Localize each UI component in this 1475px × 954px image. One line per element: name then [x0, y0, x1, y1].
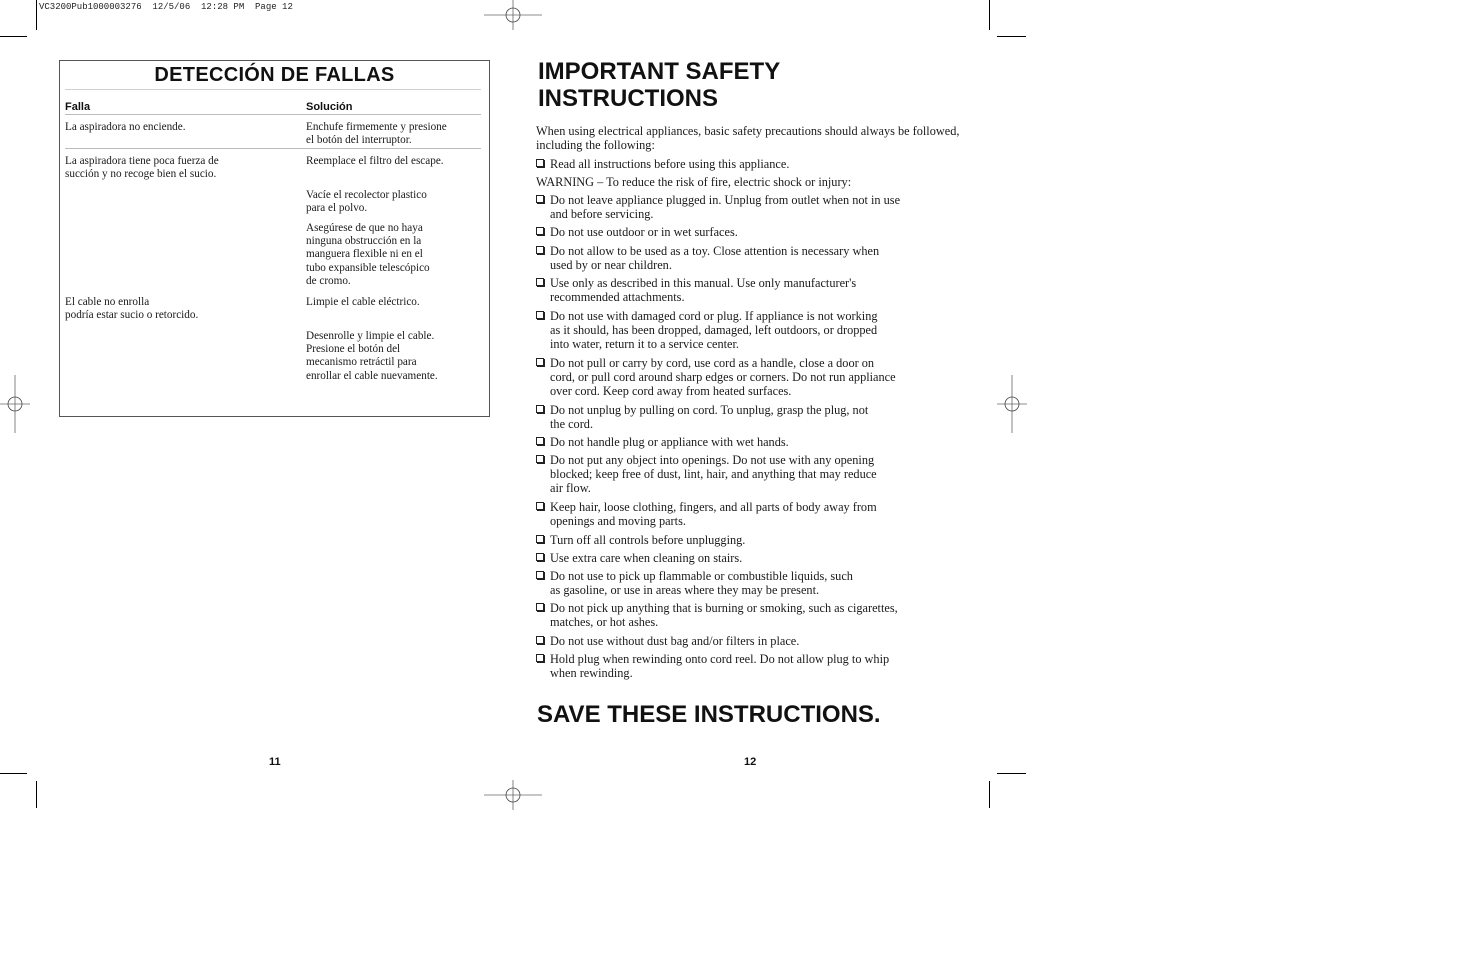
list-item-text: Do not use to pick up flammable or combustible liquids, such as gasoline, or use in areas where they may be present.: [550, 569, 853, 598]
registration-mark: [0, 375, 30, 435]
crop-mark: [0, 773, 27, 774]
print-slug: VC3200Pub1000003276 12/5/06 12:28 PM Page 12: [39, 2, 293, 12]
list-item-text: Do not pull or carry by cord, use cord as a handle, close a door on cord, or pull cord around sharp edges or corners. Do not run appliance over cord. Keep cord away from heated surfaces.: [550, 356, 896, 399]
list-item-text: Hold plug when rewinding onto cord reel. Do not allow plug to whip when rewinding.: [550, 652, 890, 681]
list-item: [536, 569, 968, 597]
checkbox-icon: [536, 159, 544, 167]
list-item: [536, 356, 968, 399]
list-item: [536, 403, 968, 431]
list-item: [536, 500, 968, 528]
list-item: [536, 157, 968, 171]
list-item: [536, 244, 968, 272]
checkbox-icon: [536, 455, 544, 463]
registration-mark: [997, 375, 1027, 435]
list-item: [536, 435, 968, 449]
list-item: [536, 533, 968, 547]
list-item-text: Do not allow to be used as a toy. Close attention is necessary when used by or near children.: [550, 244, 880, 273]
crop-mark: [997, 773, 1026, 774]
checkbox-icon: [536, 535, 544, 543]
checkbox-icon: [536, 502, 544, 510]
checkbox-icon: [536, 603, 544, 611]
intro-text: When using electrical appliances, basic safety precautions should always be followed, including the following:: [536, 124, 960, 153]
crop-mark: [0, 36, 27, 37]
crop-mark: [989, 781, 990, 808]
table-row-solution: Reemplace el filtro del escape.: [306, 155, 444, 167]
checkbox-icon: [536, 195, 544, 203]
page-number-left: 11: [269, 756, 281, 768]
list-item-text: Do not leave appliance plugged in. Unplug from outlet when not in use and before servicing.: [550, 193, 901, 222]
checkbox-icon: [536, 246, 544, 254]
list-item: [536, 601, 968, 629]
table-row-solution: Enchufe firmemente y presione el botón del interruptor.: [306, 121, 447, 147]
list-item: [536, 453, 968, 496]
table-row-solution: Asegúrese de que no haya ninguna obstrucción en la manguera flexible ni en el tubo expansible telescópico de cromo.: [306, 222, 430, 287]
list-item-text: Keep hair, loose clothing, fingers, and all parts of body away from openings and moving parts.: [550, 500, 877, 529]
table-row-problem: La aspiradora tiene poca fuerza de succión y no recoge bien el sucio.: [65, 155, 219, 181]
crop-mark: [989, 0, 990, 30]
page-number-right: 12: [744, 756, 757, 768]
table-row-solution: Desenrolle y limpie el cable. Presione el botón del mecanismo retráctil para enrollar el cable nuevamente.: [306, 330, 438, 382]
list-item: [536, 634, 968, 648]
list-item: [536, 225, 968, 239]
column-header-solution: Solución: [306, 101, 353, 113]
table-row-solution: Limpie el cable eléctrico.: [306, 296, 420, 308]
list-item: [536, 276, 968, 304]
safety-title: IMPORTANT SAFETY INSTRUCTIONS: [538, 58, 780, 112]
list-item-text: Do not use outdoor or in wet surfaces.: [550, 225, 738, 239]
registration-mark: [484, 780, 544, 810]
checkbox-icon: [536, 227, 544, 235]
list-item-text: Use only as described in this manual. Use only manufacturer's recommended attachments.: [550, 276, 857, 305]
list-item: [536, 193, 968, 221]
checkbox-icon: [536, 278, 544, 286]
list-item-text: Do not put any object into openings. Do not use with any opening blocked; keep free of dust, lint, hair, and anything that may reduce air flow.: [550, 453, 877, 496]
save-instructions-heading: SAVE THESE INSTRUCTIONS.: [537, 701, 881, 728]
checkbox-icon: [536, 405, 544, 413]
list-item-text: Use extra care when cleaning on stairs.: [550, 551, 743, 565]
checkbox-icon: [536, 636, 544, 644]
checkbox-icon: [536, 654, 544, 662]
list-item-text: Do not handle plug or appliance with wet hands.: [550, 435, 789, 449]
troubleshooting-title: DETECCIÓN DE FALLAS: [154, 64, 395, 86]
list-item: [536, 309, 968, 352]
list-item: [536, 551, 968, 565]
table-row-solution: Vacíe el recolector plastico para el polvo.: [306, 189, 427, 215]
warning-text: WARNING – To reduce the risk of fire, electric shock or injury:: [536, 175, 852, 189]
list-item-text: Do not use with damaged cord or plug. If appliance is not working as it should, has been dropped, damaged, left outdoors, or dropped into water, return it to a service center.: [550, 309, 878, 352]
checkbox-icon: [536, 553, 544, 561]
divider: [65, 148, 481, 149]
checkbox-icon: [536, 437, 544, 445]
list-item-text: Do not use without dust bag and/or filters in place.: [550, 634, 800, 648]
list-item-text: Do not unplug by pulling on cord. To unplug, grasp the plug, not the cord.: [550, 403, 869, 432]
troubleshooting-table: [59, 60, 490, 417]
list-item-text: Turn off all controls before unplugging.: [550, 533, 746, 547]
list-item: [536, 652, 968, 680]
table-row-problem: La aspiradora no enciende.: [65, 121, 186, 133]
list-item-text: Do not pick up anything that is burning or smoking, such as cigarettes, matches, or hot ashes.: [550, 601, 898, 630]
list-item-text: Read all instructions before using this appliance.: [550, 157, 790, 171]
crop-mark: [36, 0, 37, 30]
crop-mark: [997, 36, 1026, 37]
checkbox-icon: [536, 571, 544, 579]
divider: [65, 89, 481, 90]
crop-mark: [36, 781, 37, 808]
checkbox-icon: [536, 311, 544, 319]
registration-mark: [484, 0, 544, 30]
checkbox-icon: [536, 358, 544, 366]
table-row-problem: El cable no enrolla podría estar sucio o retorcido.: [65, 296, 199, 322]
divider: [65, 114, 481, 115]
column-header-problem: Falla: [65, 101, 91, 113]
